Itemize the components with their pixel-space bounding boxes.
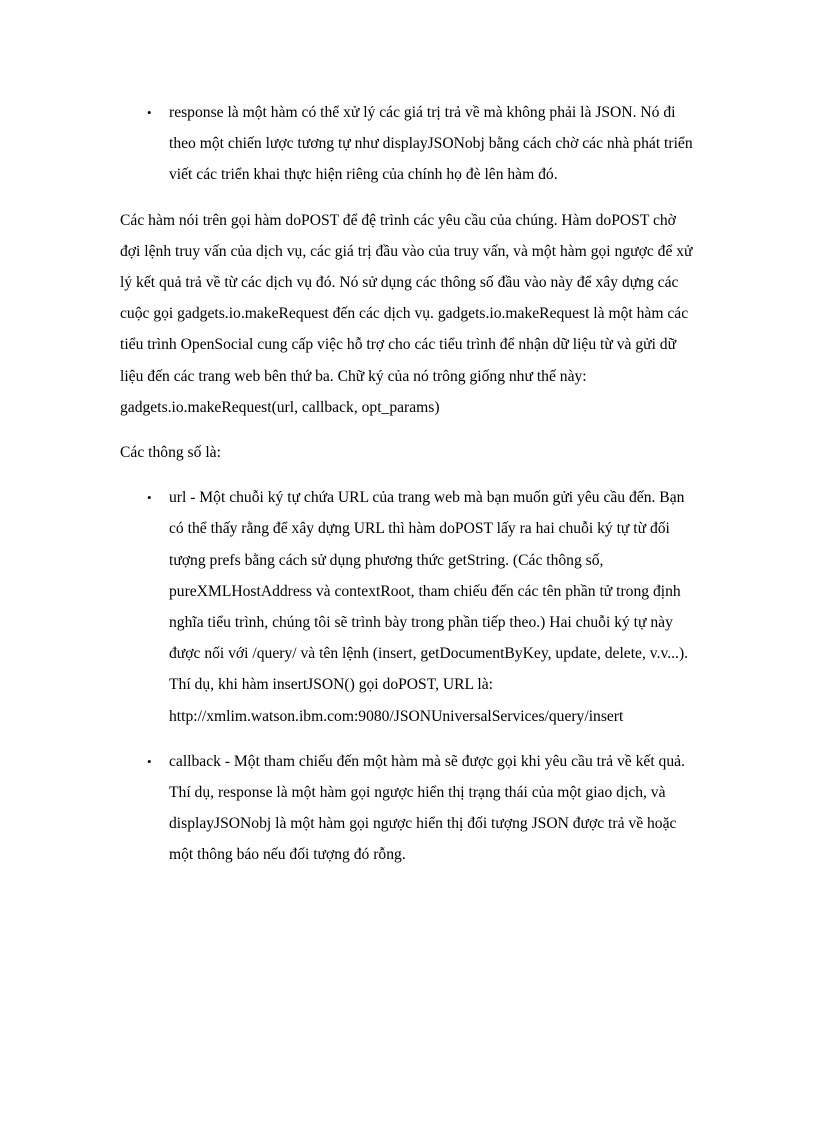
bullet-item-url (120, 482, 700, 732)
bullet-item-callback (120, 746, 700, 871)
bullet-icon: • (147, 490, 152, 506)
paragraph-parameters-heading: Các thông số là: (120, 444, 221, 462)
bullet-icon: • (147, 753, 152, 769)
bullet-text: callback - Một tham chiếu đến một hàm mà sẽ được gọi khi yêu cầu trả về kết quả. Thí dụ, response là một hàm gọi ngược hiển thị trạng thái của một giao dịch, và displayJSONobj là một hàm gọi ngược hiển thị đối tượng JSON được trả về hoặc một thông báo nếu đối tượng đó rỗng. (169, 752, 685, 864)
bullet-text: response là một hàm có thể xử lý các giá trị trả về mà không phải là JSON. Nó đi theo một chiến lược tương tự như displayJSONobj bằng cách chờ các nhà phát triển viết các triển khai thực hiện riêng của chính họ đè lên hàm đó. (169, 104, 693, 184)
bullet-icon: • (147, 105, 152, 120)
document-page (120, 97, 700, 885)
bullet-text: url - Một chuỗi ký tự chứa URL của trang web mà bạn muốn gửi yêu cầu đến. Bạn có thể thấy rằng để xây dựng URL thì hàm doPOST lấy ra hai chuỗi ký tự từ đối tượng prefs bằng cách sử dụng phương thức getString. (Các thông số, pureXMLHostAddress và contextRoot, tham chiếu đến các tên phần tử trong định nghĩa tiểu trình, chúng tôi sẽ trình bày trong phần tiếp theo.) Hai chuỗi ký tự này được nối với /query/ và tên lệnh (insert, getDocumentByKey, update, delete, v.v...). Thí dụ, khi hàm insertJSON() gọi doPOST, URL là: (169, 489, 689, 694)
example-url: http://xmlim.watson.ibm.com:9080/JSONUniversalServices/query/insert (169, 707, 624, 725)
bullet-list-1 (120, 97, 700, 191)
paragraph-dopost: Các hàm nói trên gọi hàm doPOST để đệ trình các yêu cầu của chúng. Hàm doPOST chờ đợi lệnh truy vấn của dịch vụ, các giá trị đầu vào của truy vấn, và một hàm gọi ngược để xử lý kết quả trả về từ các dịch vụ đó. Nó sử dụng các thông số đầu vào này để xây dựng các cuộc gọi gadgets.io.makeRequest đến các dịch vụ. gadgets.io.makeRequest là một hàm các tiểu trình OpenSocial cung cấp việc hỗ trợ cho các tiểu trình để nhận dữ liệu từ và gửi dữ liệu đến các trang web bên thứ ba. Chữ ký của nó trông giống như thế này: gadgets.io.makeRequest(url, callback, opt_params) (120, 211, 693, 416)
bullet-item-response (120, 97, 700, 191)
bullet-list-2 (120, 482, 700, 870)
